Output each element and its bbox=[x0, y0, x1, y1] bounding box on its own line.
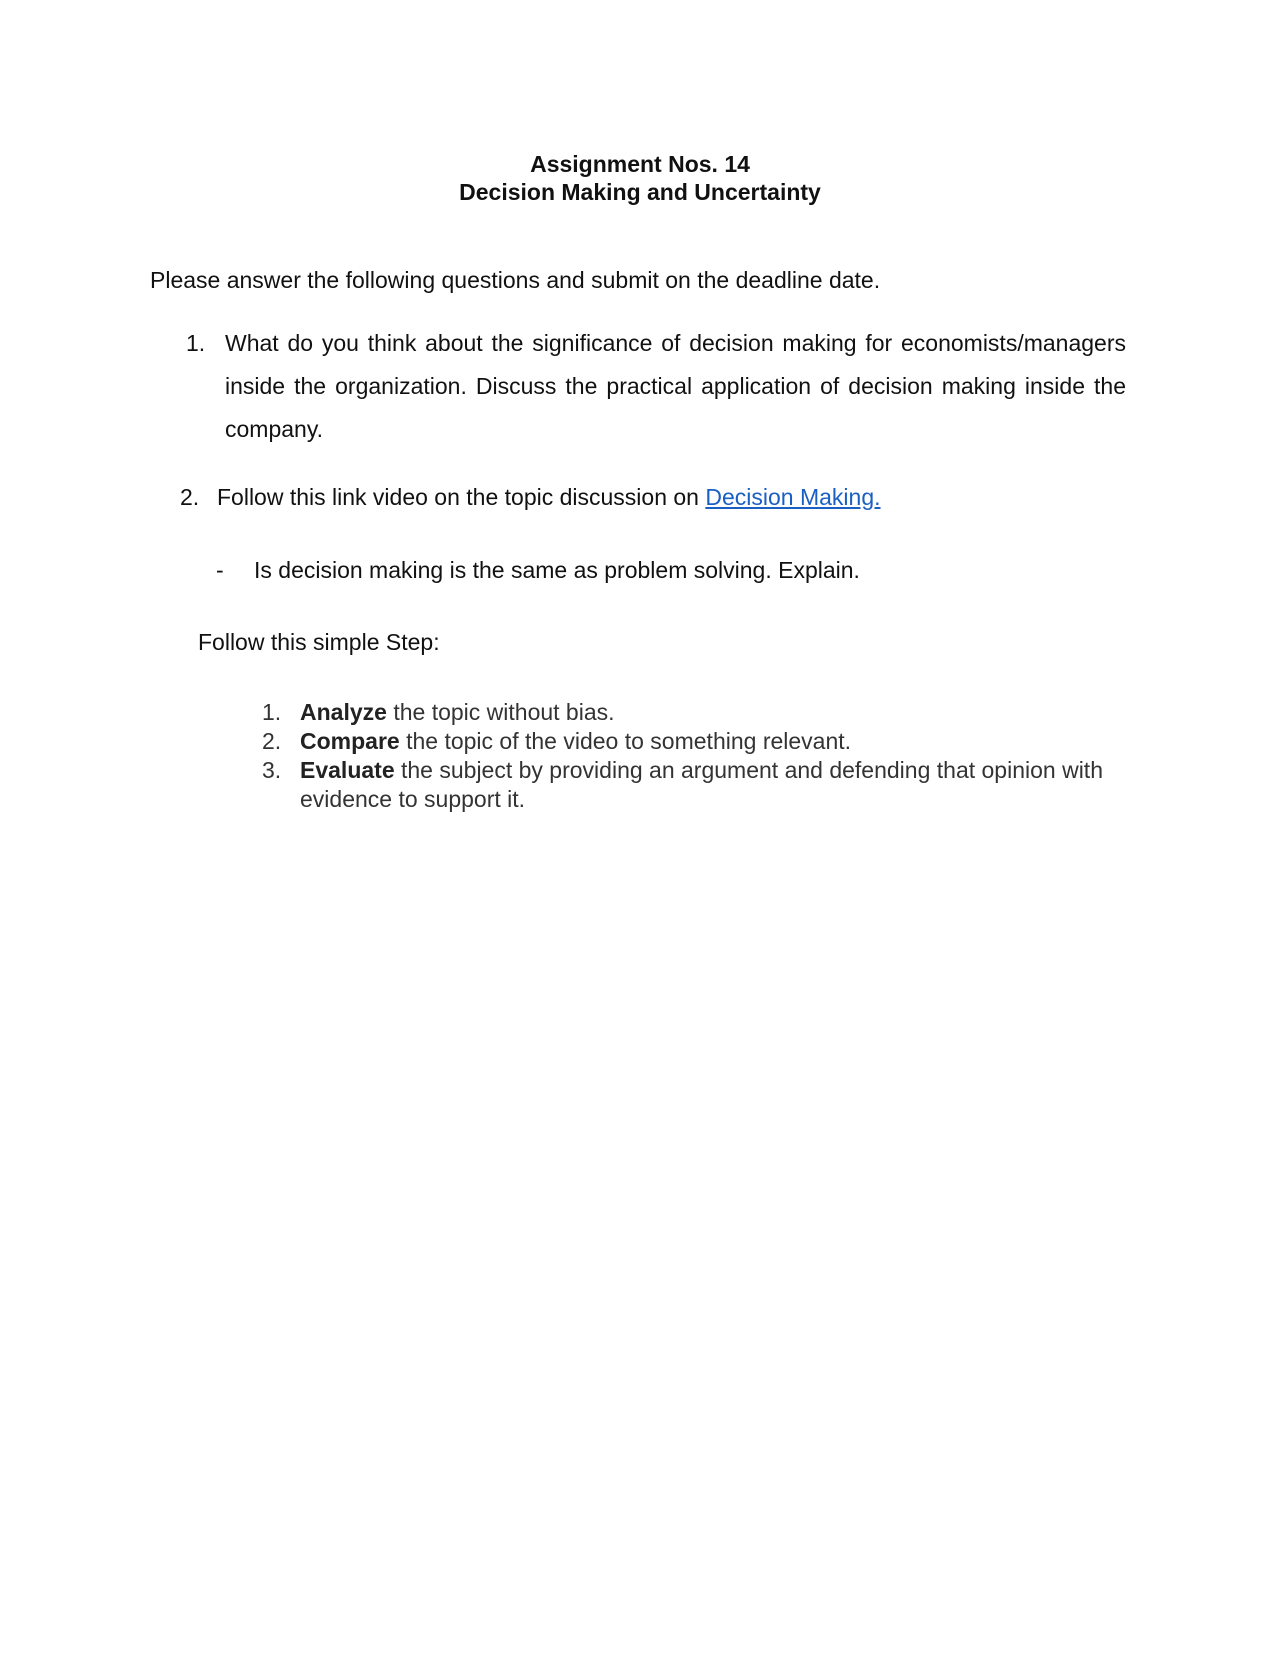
step-text: the topic without bias. bbox=[386, 699, 615, 725]
list-item bbox=[262, 727, 1132, 756]
question-1-text: What do you think about the significance of decision making for economists/managers inside the organization. Discuss the practical application of decision making inside the company. bbox=[225, 330, 1126, 442]
question-2 bbox=[180, 482, 881, 512]
title-line-1: Assignment Nos. 14 bbox=[530, 151, 750, 177]
intro-paragraph: Please answer the following questions and submit on the deadline date. bbox=[150, 267, 881, 293]
sub-question bbox=[216, 555, 860, 585]
steps-label: Follow this simple Step: bbox=[198, 629, 440, 655]
step-number: 2. bbox=[262, 728, 282, 754]
step-number: 3. bbox=[262, 757, 282, 783]
list-item bbox=[262, 698, 1132, 727]
document-title bbox=[0, 150, 1280, 206]
sub-question-dash: - bbox=[216, 557, 224, 583]
question-2-number: 2. bbox=[180, 484, 200, 510]
step-keyword: Analyze bbox=[300, 699, 387, 725]
question-1-number: 1. bbox=[186, 330, 206, 356]
question-1 bbox=[186, 322, 1126, 451]
step-keyword: Compare bbox=[300, 728, 400, 754]
step-number: 1. bbox=[262, 699, 282, 725]
step-text: the topic of the video to something relevant. bbox=[399, 728, 852, 754]
step-text: the subject by providing an argument and defending that opinion with evidence to support it. bbox=[300, 757, 1103, 812]
title-line-2: Decision Making and Uncertainty bbox=[459, 179, 821, 205]
step-keyword: Evaluate bbox=[300, 757, 395, 783]
list-item bbox=[262, 756, 1132, 814]
question-2-text: Follow this link video on the topic discussion on bbox=[217, 484, 706, 510]
steps-list bbox=[262, 698, 1132, 814]
sub-question-text: Is decision making is the same as problem solving. Explain. bbox=[254, 557, 860, 583]
decision-making-link[interactable]: Decision Making. bbox=[705, 484, 881, 510]
